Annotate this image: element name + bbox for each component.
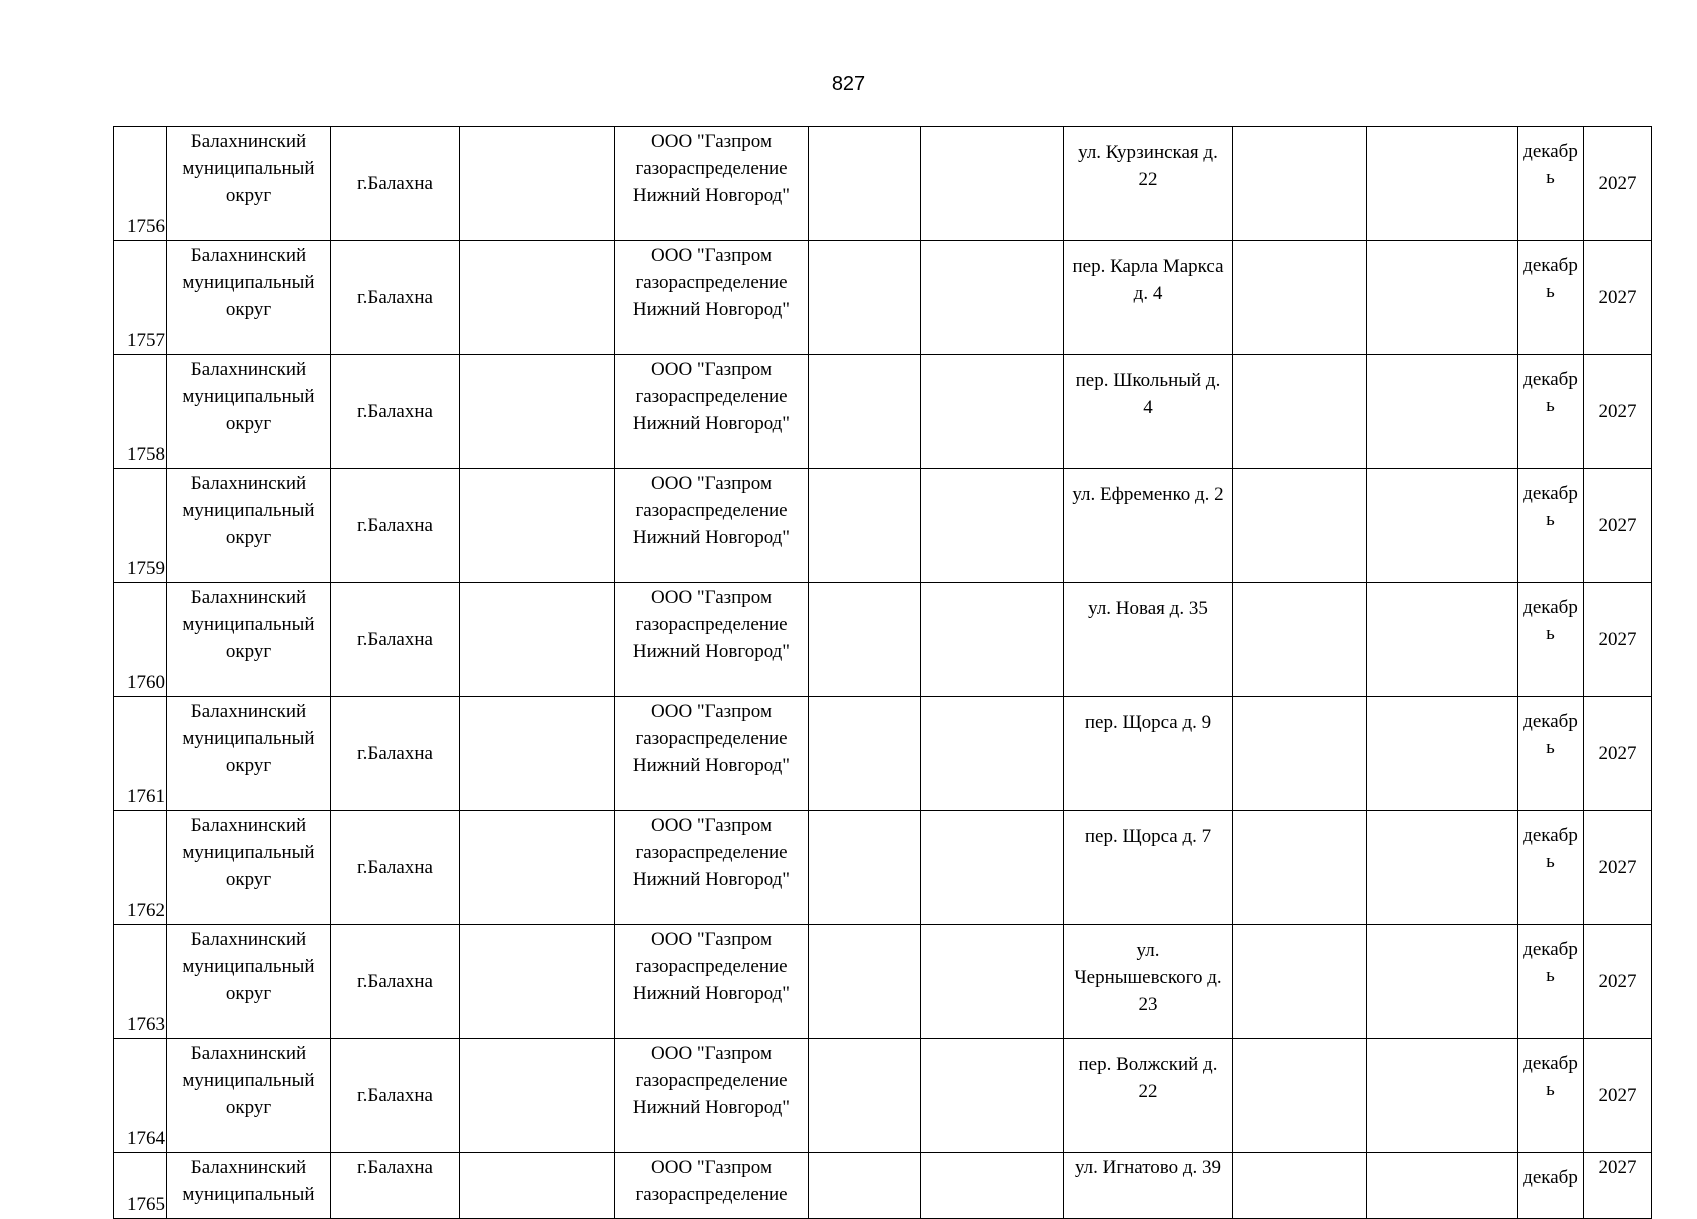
city-cell: г.Балахна: [331, 127, 460, 241]
table-body: [114, 127, 1652, 1219]
empty-cell: [921, 697, 1064, 811]
organization-cell-line: ООО "Газпром: [651, 929, 772, 950]
district-cell-line: муниципальный: [182, 1070, 315, 1091]
empty-cell: [921, 1039, 1064, 1153]
table-row: [114, 355, 1652, 469]
table-row: [114, 127, 1652, 241]
organization-cell: [615, 127, 809, 241]
district-cell-line: округ: [225, 983, 272, 1004]
month-cell-line: ь: [1546, 509, 1555, 530]
district-cell-line: муниципальный: [182, 1184, 315, 1205]
empty-cell: [809, 1153, 921, 1219]
month-cell: [1518, 1153, 1584, 1219]
district-cell-line: Балахнинский: [190, 473, 307, 494]
address-cell: [1064, 1039, 1233, 1153]
district-cell-line: Балахнинский: [190, 929, 307, 950]
address-cell: [1064, 583, 1233, 697]
organization-cell-line: газораспределение: [635, 728, 788, 749]
address-cell-line: пер. Щорса д. 9: [1084, 712, 1212, 733]
address-cell-line: ул. Новая д. 35: [1088, 598, 1208, 619]
address-cell-line: пер. Волжский д.: [1078, 1054, 1218, 1075]
district-cell-line: Балахнинский: [190, 1043, 307, 1064]
organization-cell-line: газораспределение: [635, 1184, 788, 1205]
organization-cell-line: ООО "Газпром: [651, 587, 772, 608]
month-cell-line: декабр: [1523, 1053, 1578, 1074]
district-cell: [167, 811, 331, 925]
organization-cell-line: Нижний Новгород": [632, 299, 791, 320]
month-cell-line: ь: [1546, 851, 1555, 872]
organization-cell-line: ООО "Газпром: [651, 359, 772, 380]
empty-cell: [1233, 355, 1367, 469]
empty-cell: [1367, 1039, 1518, 1153]
year-cell: 2027: [1584, 469, 1652, 583]
year-cell: 2027: [1584, 811, 1652, 925]
city-cell: г.Балахна: [331, 583, 460, 697]
organization-cell-line: газораспределение: [635, 614, 788, 635]
address-cell-line: пер. Щорса д. 7: [1084, 826, 1212, 847]
address-cell: [1064, 697, 1233, 811]
address-cell-line: 23: [1138, 994, 1158, 1015]
table-row: [114, 583, 1652, 697]
year-cell: 2027: [1584, 583, 1652, 697]
table-row: [114, 811, 1652, 925]
month-cell: [1518, 241, 1584, 355]
month-cell: [1518, 1039, 1584, 1153]
address-cell: [1064, 925, 1233, 1039]
month-cell-line: ь: [1546, 167, 1555, 188]
organization-cell-line: Нижний Новгород": [632, 413, 791, 434]
organization-cell-line: Нижний Новгород": [632, 869, 791, 890]
empty-cell: [809, 355, 921, 469]
empty-cell: [460, 583, 615, 697]
empty-cell: [460, 811, 615, 925]
district-cell-line: округ: [225, 185, 272, 206]
empty-cell: [921, 811, 1064, 925]
month-cell-line: декабр: [1523, 1167, 1578, 1188]
city-cell: г.Балахна: [331, 355, 460, 469]
organization-cell: [615, 1153, 809, 1219]
address-cell: [1064, 811, 1233, 925]
empty-cell: [921, 1153, 1064, 1219]
address-cell-line: д. 4: [1133, 283, 1163, 304]
address-cell: [1064, 355, 1233, 469]
row-number: 1764: [114, 1039, 167, 1153]
empty-cell: [460, 241, 615, 355]
district-cell: [167, 127, 331, 241]
address-cell-line: пер. Карла Маркса: [1072, 256, 1224, 277]
empty-cell: [1233, 583, 1367, 697]
empty-cell: [1233, 925, 1367, 1039]
organization-cell-line: газораспределение: [635, 158, 788, 179]
empty-cell: [921, 583, 1064, 697]
district-cell-line: Балахнинский: [190, 701, 307, 722]
year-cell: 2027: [1584, 1039, 1652, 1153]
empty-cell: [921, 925, 1064, 1039]
organization-cell: [615, 583, 809, 697]
district-cell-line: Балахнинский: [190, 245, 307, 266]
month-cell-line: декабр: [1523, 141, 1578, 162]
organization-cell-line: ООО "Газпром: [651, 245, 772, 266]
organization-cell-line: ООО "Газпром: [651, 473, 772, 494]
empty-cell: [809, 1039, 921, 1153]
empty-cell: [1367, 355, 1518, 469]
empty-cell: [921, 355, 1064, 469]
district-cell: [167, 697, 331, 811]
month-cell: [1518, 583, 1584, 697]
organization-cell-line: газораспределение: [635, 1070, 788, 1091]
district-cell-line: Балахнинский: [190, 359, 307, 380]
month-cell-line: декабр: [1523, 255, 1578, 276]
row-number: 1758: [114, 355, 167, 469]
month-cell-line: декабр: [1523, 711, 1578, 732]
empty-cell: [1367, 1153, 1518, 1219]
year-cell: 2027: [1584, 925, 1652, 1039]
district-cell-line: муниципальный: [182, 272, 315, 293]
year-cell: 2027: [1584, 127, 1652, 241]
month-cell-line: ь: [1546, 737, 1555, 758]
year-cell: 2027: [1584, 355, 1652, 469]
address-cell-line: ул. Игнатово д. 39: [1074, 1157, 1222, 1178]
empty-cell: [921, 241, 1064, 355]
organization-cell-line: газораспределение: [635, 272, 788, 293]
address-cell-line: 22: [1138, 1081, 1158, 1102]
empty-cell: [460, 469, 615, 583]
empty-cell: [1233, 811, 1367, 925]
city-cell: г.Балахна: [331, 811, 460, 925]
month-cell-line: ь: [1546, 965, 1555, 986]
city-cell: г.Балахна: [331, 241, 460, 355]
district-cell-line: округ: [225, 755, 272, 776]
organization-cell-line: Нижний Новгород": [632, 983, 791, 1004]
table-row: [114, 1153, 1652, 1219]
empty-cell: [1233, 469, 1367, 583]
address-cell-line: 4: [1143, 397, 1153, 418]
address-cell: [1064, 469, 1233, 583]
month-cell-line: декабр: [1523, 825, 1578, 846]
district-cell-line: Балахнинский: [190, 815, 307, 836]
empty-cell: [809, 811, 921, 925]
organization-cell: [615, 1039, 809, 1153]
city-cell: г.Балахна: [331, 469, 460, 583]
organization-cell: [615, 925, 809, 1039]
empty-cell: [460, 925, 615, 1039]
month-cell-line: ь: [1546, 281, 1555, 302]
district-cell: [167, 925, 331, 1039]
month-cell-line: ь: [1546, 395, 1555, 416]
organization-cell-line: Нижний Новгород": [632, 755, 791, 776]
organization-cell: [615, 469, 809, 583]
district-cell: [167, 1039, 331, 1153]
month-cell: [1518, 697, 1584, 811]
city-cell: г.Балахна: [331, 1153, 460, 1219]
organization-cell-line: ООО "Газпром: [651, 815, 772, 836]
organization-cell-line: газораспределение: [635, 956, 788, 977]
empty-cell: [460, 1039, 615, 1153]
district-cell-line: муниципальный: [182, 500, 315, 521]
address-cell: [1064, 241, 1233, 355]
empty-cell: [460, 697, 615, 811]
empty-cell: [1367, 241, 1518, 355]
row-number: 1759: [114, 469, 167, 583]
city-cell: г.Балахна: [331, 925, 460, 1039]
district-cell-line: округ: [225, 869, 272, 890]
empty-cell: [460, 127, 615, 241]
month-cell-line: ь: [1546, 1079, 1555, 1100]
district-cell-line: округ: [225, 1097, 272, 1118]
table-row: [114, 469, 1652, 583]
month-cell-line: декабр: [1523, 597, 1578, 618]
empty-cell: [809, 583, 921, 697]
empty-cell: [809, 697, 921, 811]
empty-cell: [1233, 241, 1367, 355]
month-cell: [1518, 925, 1584, 1039]
month-cell-line: декабр: [1523, 369, 1578, 390]
empty-cell: [921, 469, 1064, 583]
row-number: 1765: [114, 1153, 167, 1219]
district-cell-line: муниципальный: [182, 614, 315, 635]
address-cell: [1064, 1153, 1233, 1219]
address-cell-line: ул. Курзинская д.: [1078, 142, 1218, 163]
empty-cell: [460, 1153, 615, 1219]
district-cell: [167, 583, 331, 697]
empty-cell: [1233, 127, 1367, 241]
row-number: 1762: [114, 811, 167, 925]
empty-cell: [1367, 811, 1518, 925]
organization-cell-line: Нижний Новгород": [632, 1097, 791, 1118]
address-cell-line: пер. Школьный д.: [1075, 370, 1221, 391]
district-cell: [167, 469, 331, 583]
month-cell: [1518, 811, 1584, 925]
organization-cell-line: ООО "Газпром: [651, 701, 772, 722]
year-cell: 2027: [1584, 241, 1652, 355]
district-cell-line: Балахнинский: [190, 587, 307, 608]
address-cell-line: ул.: [1136, 940, 1160, 961]
organization-cell-line: ООО "Газпром: [651, 1043, 772, 1064]
district-cell-line: муниципальный: [182, 728, 315, 749]
empty-cell: [1367, 127, 1518, 241]
district-cell-line: округ: [225, 299, 272, 320]
table-row: [114, 925, 1652, 1039]
empty-cell: [921, 127, 1064, 241]
district-cell-line: муниципальный: [182, 386, 315, 407]
address-cell-line: Чернышевского д.: [1074, 967, 1222, 988]
row-number: 1763: [114, 925, 167, 1039]
organization-cell: [615, 355, 809, 469]
row-number: 1761: [114, 697, 167, 811]
city-cell: г.Балахна: [331, 1039, 460, 1153]
month-cell-line: ь: [1546, 623, 1555, 644]
data-table: [113, 126, 1652, 1219]
empty-cell: [809, 925, 921, 1039]
district-cell-line: муниципальный: [182, 956, 315, 977]
address-cell: [1064, 127, 1233, 241]
district-cell: [167, 1153, 331, 1219]
organization-cell-line: Нижний Новгород": [632, 641, 791, 662]
organization-cell-line: газораспределение: [635, 386, 788, 407]
table-row: [114, 241, 1652, 355]
district-cell-line: муниципальный: [182, 158, 315, 179]
organization-cell-line: ООО "Газпром: [651, 1157, 772, 1178]
district-cell: [167, 241, 331, 355]
empty-cell: [1233, 1039, 1367, 1153]
month-cell-line: декабр: [1523, 939, 1578, 960]
empty-cell: [1233, 697, 1367, 811]
district-cell: [167, 355, 331, 469]
empty-cell: [1367, 697, 1518, 811]
organization-cell-line: Нижний Новгород": [632, 185, 791, 206]
month-cell: [1518, 127, 1584, 241]
empty-cell: [460, 355, 615, 469]
district-cell-line: Балахнинский: [190, 131, 307, 152]
organization-cell-line: газораспределение: [635, 500, 788, 521]
city-cell: г.Балахна: [331, 697, 460, 811]
row-number: 1757: [114, 241, 167, 355]
district-cell-line: округ: [225, 641, 272, 662]
empty-cell: [809, 127, 921, 241]
organization-cell-line: ООО "Газпром: [651, 131, 772, 152]
month-cell: [1518, 469, 1584, 583]
table-row: [114, 1039, 1652, 1153]
row-number: 1760: [114, 583, 167, 697]
district-cell-line: округ: [225, 527, 272, 548]
district-cell-line: муниципальный: [182, 842, 315, 863]
organization-cell: [615, 697, 809, 811]
empty-cell: [1367, 925, 1518, 1039]
empty-cell: [1367, 583, 1518, 697]
organization-cell: [615, 811, 809, 925]
address-cell-line: 22: [1138, 169, 1158, 190]
address-cell-line: ул. Ефременко д. 2: [1072, 484, 1224, 505]
organization-cell: [615, 241, 809, 355]
month-cell: [1518, 355, 1584, 469]
organization-cell-line: газораспределение: [635, 842, 788, 863]
empty-cell: [809, 469, 921, 583]
district-cell-line: округ: [225, 413, 272, 434]
empty-cell: [1233, 1153, 1367, 1219]
table-row: [114, 697, 1652, 811]
district-cell-line: Балахнинский: [190, 1157, 307, 1178]
month-cell-line: декабр: [1523, 483, 1578, 504]
year-cell: 2027: [1584, 697, 1652, 811]
organization-cell-line: Нижний Новгород": [632, 527, 791, 548]
year-cell: 2027: [1584, 1153, 1652, 1219]
row-number: 1756: [114, 127, 167, 241]
empty-cell: [809, 241, 921, 355]
page-number: 827: [831, 73, 866, 95]
empty-cell: [1367, 469, 1518, 583]
